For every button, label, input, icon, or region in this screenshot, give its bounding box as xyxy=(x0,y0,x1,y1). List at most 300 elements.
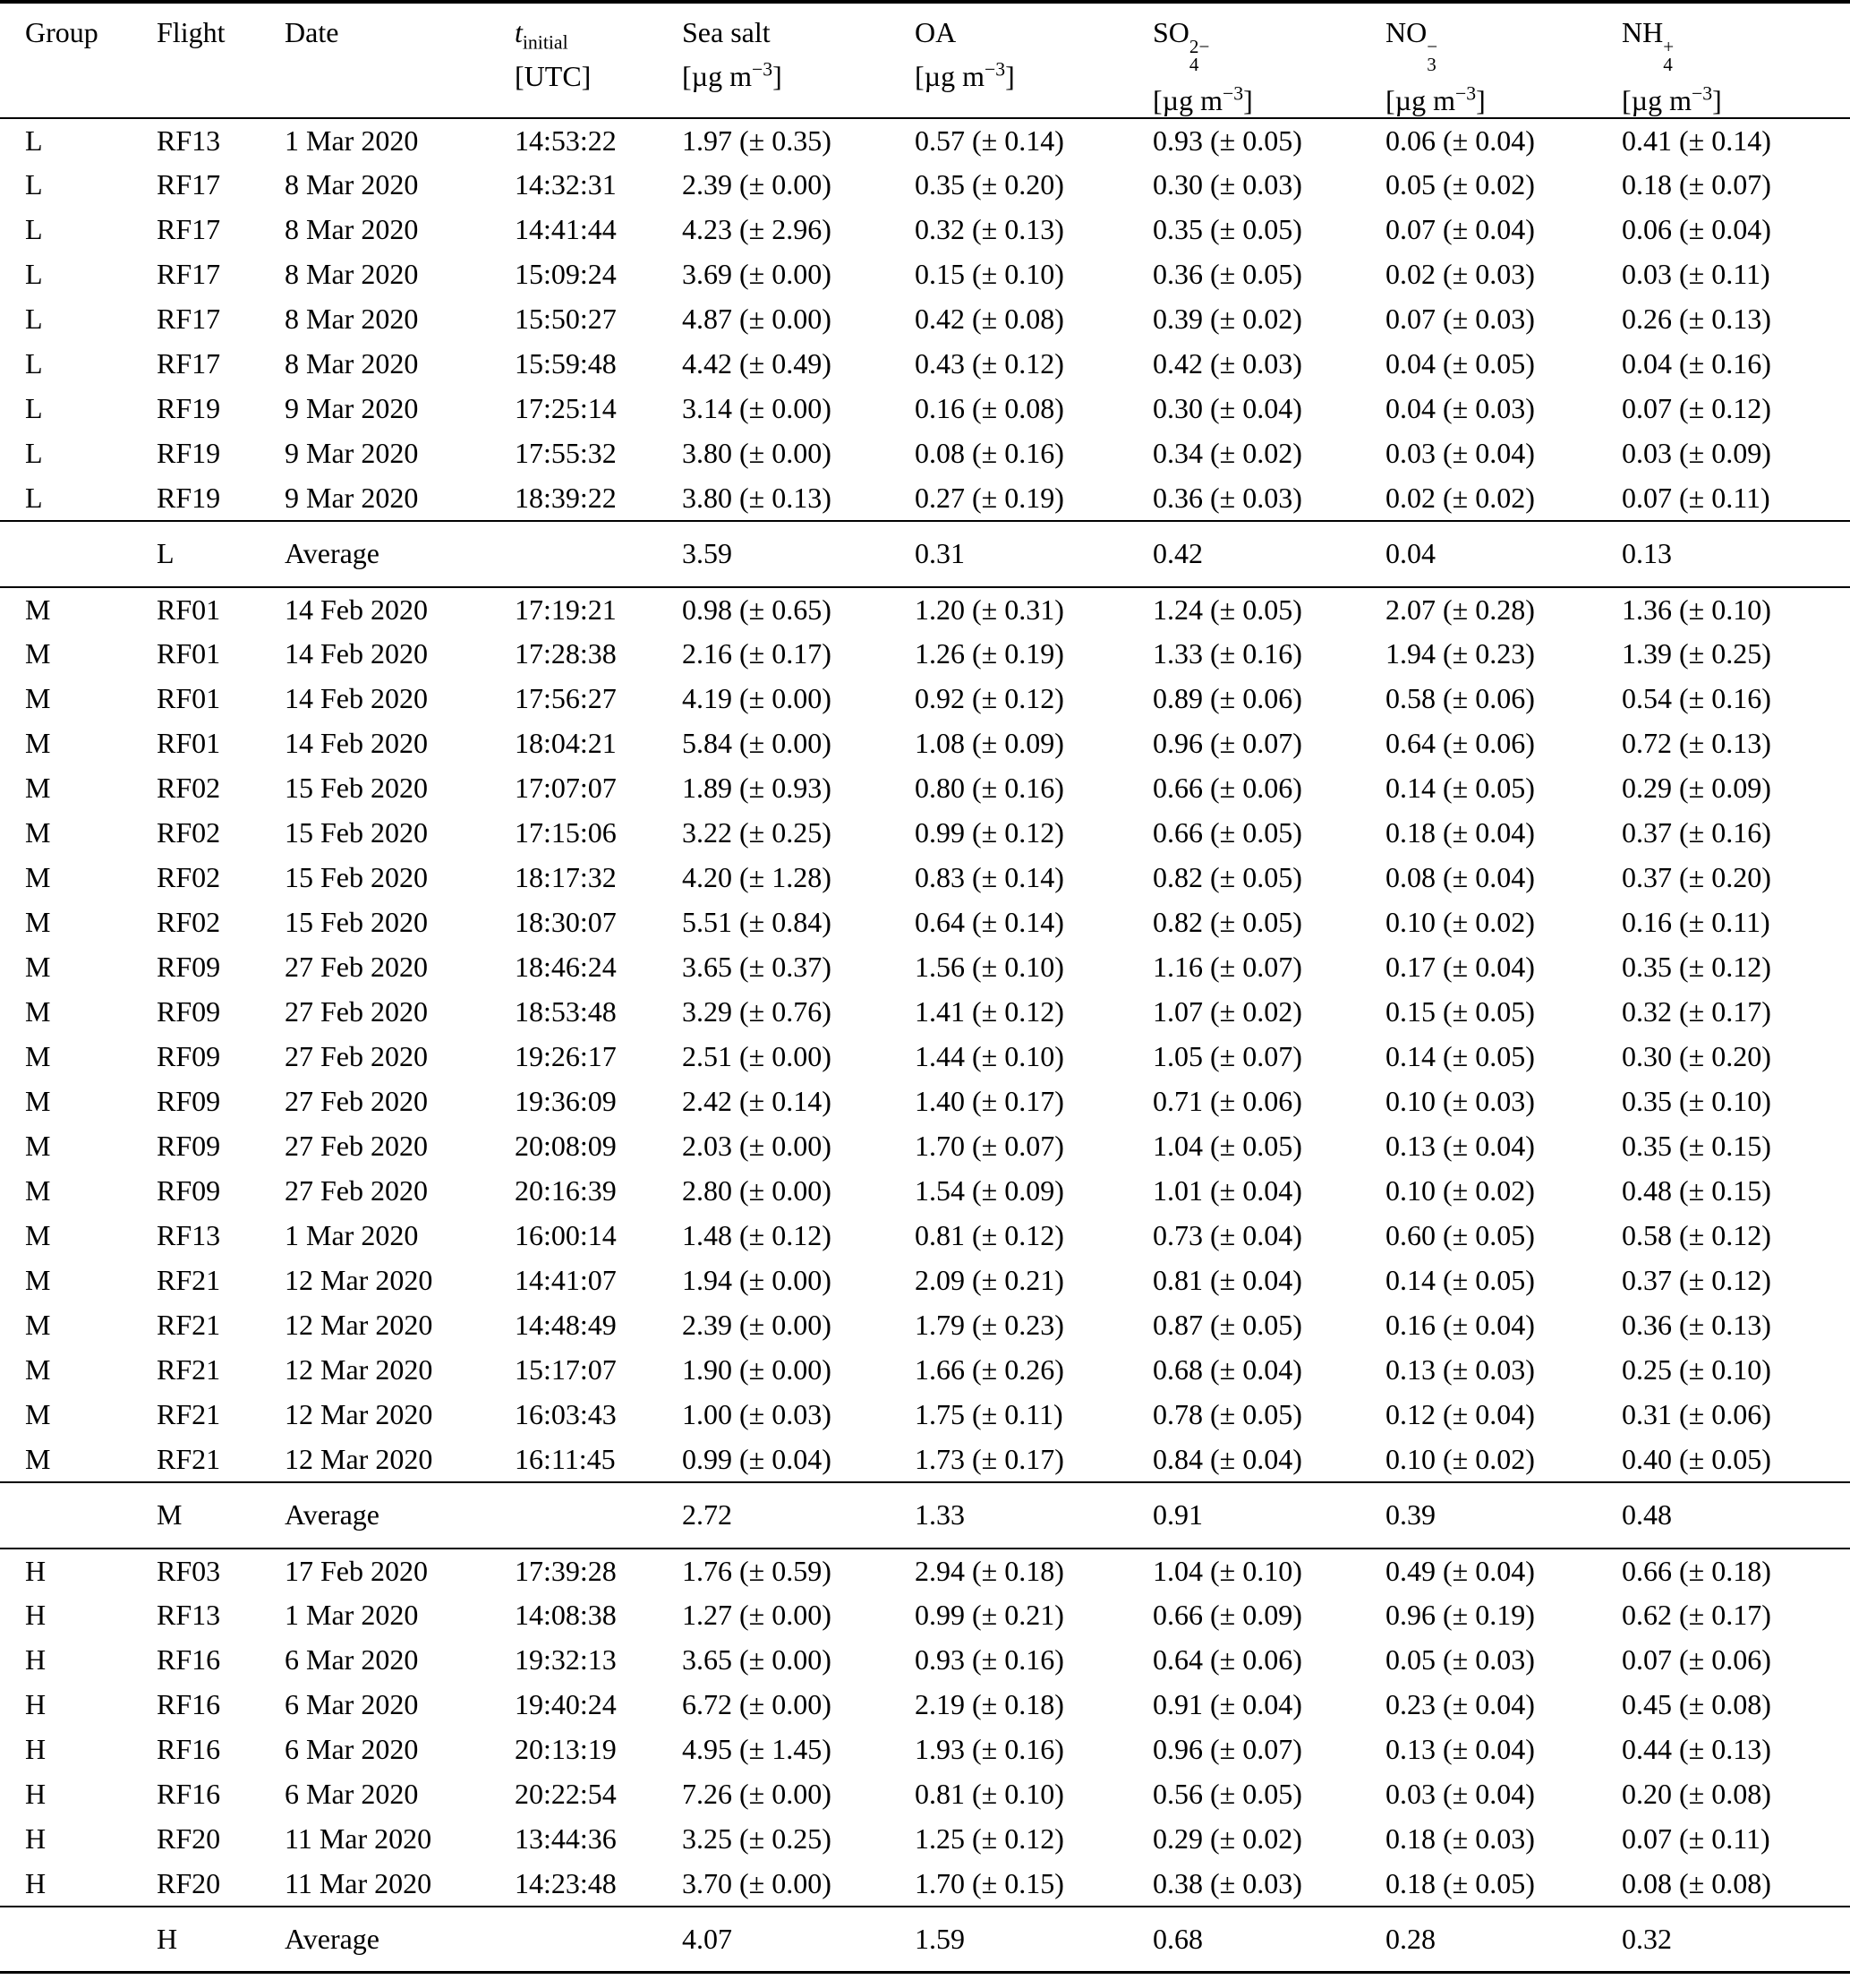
cell-sea_salt: 1.94 (± 0.00) xyxy=(682,1264,831,1297)
cell-so4: 0.87 (± 0.05) xyxy=(1153,1309,1302,1342)
cell-nh4: 0.07 (± 0.06) xyxy=(1622,1643,1771,1677)
table-row xyxy=(0,1214,1850,1258)
cell-nh4: 0.62 (± 0.17) xyxy=(1622,1599,1771,1632)
column-label xyxy=(682,16,915,49)
unit-bracket: ] xyxy=(1005,60,1015,92)
cell-no3: 0.60 (± 0.05) xyxy=(1385,1219,1535,1252)
cell-no3: 0.02 (± 0.03) xyxy=(1385,258,1535,291)
column-label xyxy=(1385,16,1622,73)
cell-flight: RF17 xyxy=(157,168,221,201)
column-label-text: Sea salt xyxy=(682,16,771,48)
table-row xyxy=(0,1258,1850,1303)
cell-so4: 0.84 (± 0.04) xyxy=(1153,1442,1302,1475)
cell-date: 15 Feb 2020 xyxy=(285,906,428,939)
cell-sea_salt: 2.03 (± 0.00) xyxy=(682,1130,831,1163)
cell-oa: 1.56 (± 0.10) xyxy=(915,951,1064,984)
cell-sea_salt: 4.95 (± 1.45) xyxy=(682,1733,831,1766)
cell-so4: 0.36 (± 0.03) xyxy=(1153,481,1302,514)
average-cell-oa: 0.31 xyxy=(915,521,1153,587)
cell-so4: 1.04 (± 0.10) xyxy=(1153,1554,1302,1587)
cell-oa: 1.75 (± 0.11) xyxy=(915,1398,1063,1431)
cell-date: 9 Mar 2020 xyxy=(285,392,419,425)
cell-date: 11 Mar 2020 xyxy=(285,1822,432,1856)
cell-date: 27 Feb 2020 xyxy=(285,995,428,1028)
cell-date: 14 Feb 2020 xyxy=(285,637,428,670)
table-row xyxy=(0,1035,1850,1079)
cell-flight: RF19 xyxy=(157,437,221,470)
column-label-subscript: initial xyxy=(522,31,568,54)
cell-so4: 0.78 (± 0.05) xyxy=(1153,1398,1302,1431)
cell-sea_salt: 1.90 (± 0.00) xyxy=(682,1353,831,1386)
ion-superscript: 2− xyxy=(1189,35,1210,57)
cell-nh4: 0.03 (± 0.09) xyxy=(1622,437,1771,470)
cell-so4: 1.33 (± 0.16) xyxy=(1153,637,1302,670)
cell-date: 1 Mar 2020 xyxy=(285,124,419,157)
unit-bracket: ] xyxy=(1243,83,1253,116)
cell-t_initial: 19:36:09 xyxy=(515,1085,617,1118)
cell-nh4: 0.36 (± 0.13) xyxy=(1622,1309,1771,1342)
cell-t_initial: 20:22:54 xyxy=(515,1778,617,1811)
cell-group: M xyxy=(25,593,51,626)
cell-no3: 0.18 (± 0.05) xyxy=(1385,1866,1535,1899)
cell-no3: 0.96 (± 0.19) xyxy=(1385,1599,1535,1632)
average-cell-nh4: 0.32 xyxy=(1622,1907,1850,1973)
cell-no3: 0.13 (± 0.04) xyxy=(1385,1130,1535,1163)
cell-group: M xyxy=(25,1174,51,1207)
cell-nh4: 1.39 (± 0.25) xyxy=(1622,637,1771,670)
cell-t_initial: 15:59:48 xyxy=(515,347,617,380)
average-cell-no3: 0.39 xyxy=(1385,1482,1622,1549)
cell-sea_salt: 0.99 (± 0.04) xyxy=(682,1442,831,1475)
table-row xyxy=(0,990,1850,1035)
cell-group: M xyxy=(25,1264,51,1297)
table-row xyxy=(0,1124,1850,1169)
unit-text: [µg m xyxy=(915,60,985,92)
table-row xyxy=(0,1638,1850,1683)
average-cell-flight: H xyxy=(157,1907,285,1973)
average-cell-group xyxy=(0,521,157,587)
cell-sea_salt: 1.00 (± 0.03) xyxy=(682,1398,831,1431)
column-header-no3 xyxy=(1385,2,1622,118)
column-header-flight xyxy=(157,2,285,118)
cell-group: L xyxy=(25,303,43,336)
cell-oa: 0.08 (± 0.16) xyxy=(915,437,1064,470)
cell-t_initial: 18:39:22 xyxy=(515,481,617,514)
ion-superscript: + xyxy=(1663,35,1675,57)
cell-nh4: 0.41 (± 0.14) xyxy=(1622,124,1771,157)
cell-flight: RF02 xyxy=(157,816,221,849)
cell-sea_salt: 0.98 (± 0.65) xyxy=(682,593,831,626)
table-row xyxy=(0,1079,1850,1124)
cell-no3: 0.14 (± 0.05) xyxy=(1385,1264,1535,1297)
average-cell-sea_salt: 2.72 xyxy=(682,1482,915,1549)
cell-t_initial: 14:32:31 xyxy=(515,168,617,201)
average-cell-so4: 0.68 xyxy=(1153,1907,1385,1973)
cell-date: 15 Feb 2020 xyxy=(285,816,428,849)
average-cell-date: Average xyxy=(285,521,515,587)
unit-text: [µg m xyxy=(1385,83,1455,116)
cell-oa: 1.66 (± 0.26) xyxy=(915,1353,1064,1386)
cell-date: 12 Mar 2020 xyxy=(285,1442,433,1475)
average-cell-so4: 0.91 xyxy=(1153,1482,1385,1549)
cell-group: M xyxy=(25,637,51,670)
cell-sea_salt: 2.80 (± 0.00) xyxy=(682,1174,831,1207)
cell-nh4: 1.36 (± 0.10) xyxy=(1622,593,1771,626)
cell-date: 8 Mar 2020 xyxy=(285,303,419,336)
cell-group: H xyxy=(25,1822,47,1856)
header-row xyxy=(0,2,1850,118)
cell-nh4: 0.44 (± 0.13) xyxy=(1622,1733,1771,1766)
cell-sea_salt: 6.72 (± 0.00) xyxy=(682,1688,831,1721)
table-row xyxy=(0,476,1850,521)
table-row xyxy=(0,387,1850,431)
cell-no3: 1.94 (± 0.23) xyxy=(1385,637,1535,670)
cell-nh4: 0.58 (± 0.12) xyxy=(1622,1219,1771,1252)
column-label-text: Flight xyxy=(157,16,226,48)
cell-nh4: 0.26 (± 0.13) xyxy=(1622,303,1771,336)
cell-flight: RF09 xyxy=(157,1174,221,1207)
cell-nh4: 0.37 (± 0.16) xyxy=(1622,816,1771,849)
cell-no3: 0.64 (± 0.06) xyxy=(1385,727,1535,760)
cell-so4: 0.82 (± 0.05) xyxy=(1153,861,1302,894)
cell-t_initial: 18:53:48 xyxy=(515,995,617,1028)
cell-oa: 1.20 (± 0.31) xyxy=(915,593,1064,626)
cell-group: L xyxy=(25,213,43,246)
cell-t_initial: 17:39:28 xyxy=(515,1554,617,1587)
average-cell-date: Average xyxy=(285,1907,515,1973)
table-row xyxy=(0,1393,1850,1438)
ion-charge-stack xyxy=(1663,35,1675,75)
cell-no3: 0.02 (± 0.02) xyxy=(1385,481,1535,514)
table-row xyxy=(0,900,1850,945)
cell-group: M xyxy=(25,772,51,805)
average-cell-sea_salt: 3.59 xyxy=(682,521,915,587)
average-cell-no3: 0.04 xyxy=(1385,521,1622,587)
cell-no3: 2.07 (± 0.28) xyxy=(1385,593,1535,626)
cell-sea_salt: 2.51 (± 0.00) xyxy=(682,1040,831,1073)
cell-no3: 0.18 (± 0.04) xyxy=(1385,816,1535,849)
cell-flight: RF03 xyxy=(157,1554,221,1587)
cell-t_initial: 13:44:36 xyxy=(515,1822,617,1856)
cell-sea_salt: 2.39 (± 0.00) xyxy=(682,1309,831,1342)
cell-t_initial: 14:41:44 xyxy=(515,213,617,246)
table-row xyxy=(0,1772,1850,1817)
cell-flight: RF17 xyxy=(157,347,221,380)
cell-date: 27 Feb 2020 xyxy=(285,1040,428,1073)
cell-no3: 0.14 (± 0.05) xyxy=(1385,772,1535,805)
cell-oa: 1.41 (± 0.12) xyxy=(915,995,1064,1028)
cell-t_initial: 20:08:09 xyxy=(515,1130,617,1163)
cell-oa: 0.99 (± 0.21) xyxy=(915,1599,1064,1632)
cell-so4: 0.30 (± 0.03) xyxy=(1153,168,1302,201)
column-unit xyxy=(515,60,682,93)
cell-no3: 0.04 (± 0.05) xyxy=(1385,347,1535,380)
column-unit xyxy=(1385,84,1622,117)
table-row xyxy=(0,721,1850,766)
cell-oa: 0.81 (± 0.12) xyxy=(915,1219,1064,1252)
cell-date: 12 Mar 2020 xyxy=(285,1309,433,1342)
column-label-text: NH xyxy=(1622,16,1664,48)
cell-sea_salt: 4.42 (± 0.49) xyxy=(682,347,831,380)
cell-no3: 0.12 (± 0.04) xyxy=(1385,1398,1535,1431)
unit-text: [UTC] xyxy=(515,60,592,92)
cell-oa: 0.43 (± 0.12) xyxy=(915,347,1064,380)
cell-oa: 2.09 (± 0.21) xyxy=(915,1264,1064,1297)
cell-no3: 0.18 (± 0.03) xyxy=(1385,1822,1535,1856)
cell-group: M xyxy=(25,1085,51,1118)
average-cell-group xyxy=(0,1907,157,1973)
cell-so4: 1.04 (± 0.05) xyxy=(1153,1130,1302,1163)
cell-t_initial: 14:48:49 xyxy=(515,1309,617,1342)
cell-so4: 0.93 (± 0.05) xyxy=(1153,124,1302,157)
cell-no3: 0.03 (± 0.04) xyxy=(1385,1778,1535,1811)
cell-date: 12 Mar 2020 xyxy=(285,1353,433,1386)
cell-no3: 0.14 (± 0.05) xyxy=(1385,1040,1535,1073)
cell-group: M xyxy=(25,682,51,715)
table-row xyxy=(0,1862,1850,1907)
cell-date: 11 Mar 2020 xyxy=(285,1866,432,1899)
average-cell-group xyxy=(0,1482,157,1549)
cell-no3: 0.58 (± 0.06) xyxy=(1385,682,1535,715)
cell-nh4: 0.06 (± 0.04) xyxy=(1622,213,1771,246)
cell-oa: 0.42 (± 0.08) xyxy=(915,303,1064,336)
cell-sea_salt: 5.84 (± 0.00) xyxy=(682,727,831,760)
cell-no3: 0.49 (± 0.04) xyxy=(1385,1554,1535,1587)
cell-date: 8 Mar 2020 xyxy=(285,347,419,380)
unit-exponent: −3 xyxy=(1691,82,1713,105)
cell-no3: 0.08 (± 0.04) xyxy=(1385,861,1535,894)
average-cell-oa: 1.59 xyxy=(915,1907,1153,1973)
cell-group: L xyxy=(25,258,43,291)
cell-group: M xyxy=(25,906,51,939)
table-body xyxy=(0,118,1850,1973)
cell-flight: RF16 xyxy=(157,1733,221,1766)
cell-nh4: 0.25 (± 0.10) xyxy=(1622,1353,1771,1386)
table-row xyxy=(0,1683,1850,1728)
cell-date: 14 Feb 2020 xyxy=(285,593,428,626)
ion-subscript: 4 xyxy=(1189,53,1199,75)
table-row xyxy=(0,1593,1850,1638)
cell-sea_salt: 3.65 (± 0.37) xyxy=(682,951,831,984)
cell-flight: RF20 xyxy=(157,1866,221,1899)
cell-nh4: 0.04 (± 0.16) xyxy=(1622,347,1771,380)
column-label xyxy=(157,16,285,49)
cell-flight: RF19 xyxy=(157,392,221,425)
cell-group: L xyxy=(25,347,43,380)
cell-t_initial: 17:56:27 xyxy=(515,682,617,715)
cell-no3: 0.07 (± 0.03) xyxy=(1385,303,1535,336)
cell-no3: 0.13 (± 0.03) xyxy=(1385,1353,1535,1386)
cell-so4: 0.30 (± 0.04) xyxy=(1153,392,1302,425)
cell-nh4: 0.20 (± 0.08) xyxy=(1622,1778,1771,1811)
cell-t_initial: 15:09:24 xyxy=(515,258,617,291)
cell-sea_salt: 3.69 (± 0.00) xyxy=(682,258,831,291)
cell-so4: 1.05 (± 0.07) xyxy=(1153,1040,1302,1073)
cell-oa: 0.16 (± 0.08) xyxy=(915,392,1064,425)
cell-sea_salt: 4.20 (± 1.28) xyxy=(682,861,831,894)
cell-no3: 0.06 (± 0.04) xyxy=(1385,124,1535,157)
cell-flight: RF09 xyxy=(157,951,221,984)
cell-oa: 1.44 (± 0.10) xyxy=(915,1040,1064,1073)
average-cell-so4: 0.42 xyxy=(1153,521,1385,587)
cell-date: 27 Feb 2020 xyxy=(285,1130,428,1163)
average-cell-flight: M xyxy=(157,1482,285,1549)
table-row xyxy=(0,632,1850,677)
cell-t_initial: 19:26:17 xyxy=(515,1040,617,1073)
cell-date: 1 Mar 2020 xyxy=(285,1219,419,1252)
cell-oa: 0.99 (± 0.12) xyxy=(915,816,1064,849)
cell-sea_salt: 2.16 (± 0.17) xyxy=(682,637,831,670)
cell-flight: RF01 xyxy=(157,593,221,626)
unit-exponent: −3 xyxy=(984,58,1006,81)
cell-t_initial: 17:07:07 xyxy=(515,772,617,805)
cell-nh4: 0.31 (± 0.06) xyxy=(1622,1398,1771,1431)
cell-t_initial: 19:32:13 xyxy=(515,1643,617,1677)
cell-so4: 0.66 (± 0.09) xyxy=(1153,1599,1302,1632)
cell-so4: 0.73 (± 0.04) xyxy=(1153,1219,1302,1252)
cell-date: 6 Mar 2020 xyxy=(285,1778,419,1811)
cell-group: M xyxy=(25,727,51,760)
cell-group: H xyxy=(25,1778,47,1811)
cell-sea_salt: 1.76 (± 0.59) xyxy=(682,1554,831,1587)
table-row xyxy=(0,342,1850,387)
cell-group: L xyxy=(25,392,43,425)
table-row xyxy=(0,587,1850,632)
cell-group: M xyxy=(25,1398,51,1431)
column-label-text: Date xyxy=(285,16,339,48)
cell-group: M xyxy=(25,816,51,849)
cell-no3: 0.07 (± 0.04) xyxy=(1385,213,1535,246)
table-header xyxy=(0,2,1850,118)
cell-date: 27 Feb 2020 xyxy=(285,951,428,984)
column-unit xyxy=(682,60,915,93)
cell-nh4: 0.30 (± 0.20) xyxy=(1622,1040,1771,1073)
unit-text: [µg m xyxy=(1153,83,1223,116)
cell-date: 14 Feb 2020 xyxy=(285,682,428,715)
table-row xyxy=(0,252,1850,297)
cell-oa: 0.32 (± 0.13) xyxy=(915,213,1064,246)
cell-flight: RF13 xyxy=(157,1599,221,1632)
cell-so4: 0.64 (± 0.06) xyxy=(1153,1643,1302,1677)
cell-no3: 0.10 (± 0.02) xyxy=(1385,1442,1535,1475)
cell-flight: RF01 xyxy=(157,682,221,715)
cell-flight: RF17 xyxy=(157,303,221,336)
ion-subscript: 3 xyxy=(1427,53,1437,75)
cell-flight: RF02 xyxy=(157,861,221,894)
cell-date: 15 Feb 2020 xyxy=(285,861,428,894)
table-row xyxy=(0,1348,1850,1393)
cell-date: 6 Mar 2020 xyxy=(285,1733,419,1766)
cell-so4: 1.07 (± 0.02) xyxy=(1153,995,1302,1028)
cell-nh4: 0.08 (± 0.08) xyxy=(1622,1866,1771,1899)
table-row xyxy=(0,1438,1850,1482)
cell-date: 27 Feb 2020 xyxy=(285,1174,428,1207)
cell-t_initial: 17:19:21 xyxy=(515,593,617,626)
cell-t_initial: 17:15:06 xyxy=(515,816,617,849)
cell-date: 9 Mar 2020 xyxy=(285,437,419,470)
cell-so4: 0.29 (± 0.02) xyxy=(1153,1822,1302,1856)
ion-superscript: − xyxy=(1427,35,1438,57)
unit-bracket: ] xyxy=(1712,83,1722,116)
cell-date: 17 Feb 2020 xyxy=(285,1554,428,1587)
average-cell-no3: 0.28 xyxy=(1385,1907,1622,1973)
cell-group: M xyxy=(25,1130,51,1163)
cell-group: M xyxy=(25,1040,51,1073)
cell-nh4: 0.18 (± 0.07) xyxy=(1622,168,1771,201)
cell-group: M xyxy=(25,1353,51,1386)
cell-t_initial: 18:30:07 xyxy=(515,906,617,939)
cell-t_initial: 14:08:38 xyxy=(515,1599,617,1632)
cell-nh4: 0.35 (± 0.12) xyxy=(1622,951,1771,984)
table-row xyxy=(0,945,1850,990)
cell-nh4: 0.72 (± 0.13) xyxy=(1622,727,1771,760)
unit-exponent: −3 xyxy=(751,58,773,81)
cell-t_initial: 14:23:48 xyxy=(515,1866,617,1899)
column-header-oa xyxy=(915,2,1153,118)
cell-sea_salt: 3.80 (± 0.13) xyxy=(682,481,831,514)
column-label-text: NO xyxy=(1385,16,1428,48)
table-row xyxy=(0,1549,1850,1593)
cell-sea_salt: 3.70 (± 0.00) xyxy=(682,1866,831,1899)
cell-flight: RF21 xyxy=(157,1264,221,1297)
cell-no3: 0.16 (± 0.04) xyxy=(1385,1309,1535,1342)
column-label xyxy=(1622,16,1850,73)
cell-so4: 1.16 (± 0.07) xyxy=(1153,951,1302,984)
table-row xyxy=(0,677,1850,721)
cell-oa: 1.73 (± 0.17) xyxy=(915,1442,1064,1475)
cell-sea_salt: 4.87 (± 0.00) xyxy=(682,303,831,336)
cell-no3: 0.03 (± 0.04) xyxy=(1385,437,1535,470)
cell-group: H xyxy=(25,1643,47,1677)
cell-flight: RF02 xyxy=(157,772,221,805)
average-cell-t_initial xyxy=(515,1907,682,1973)
cell-oa: 1.08 (± 0.09) xyxy=(915,727,1064,760)
cell-t_initial: 20:13:19 xyxy=(515,1733,617,1766)
cell-oa: 0.92 (± 0.12) xyxy=(915,682,1064,715)
cell-t_initial: 15:17:07 xyxy=(515,1353,617,1386)
cell-flight: RF09 xyxy=(157,1130,221,1163)
cell-t_initial: 16:11:45 xyxy=(515,1442,616,1475)
cell-group: L xyxy=(25,481,43,514)
table-row xyxy=(0,1817,1850,1862)
cell-sea_salt: 1.48 (± 0.12) xyxy=(682,1219,831,1252)
average-cell-oa: 1.33 xyxy=(915,1482,1153,1549)
cell-so4: 0.71 (± 0.06) xyxy=(1153,1085,1302,1118)
cell-nh4: 0.29 (± 0.09) xyxy=(1622,772,1771,805)
cell-oa: 1.25 (± 0.12) xyxy=(915,1822,1064,1856)
cell-so4: 0.66 (± 0.06) xyxy=(1153,772,1302,805)
cell-t_initial: 20:16:39 xyxy=(515,1174,617,1207)
cell-sea_salt: 3.14 (± 0.00) xyxy=(682,392,831,425)
cell-flight: RF17 xyxy=(157,213,221,246)
cell-t_initial: 16:00:14 xyxy=(515,1219,617,1252)
cell-oa: 2.94 (± 0.18) xyxy=(915,1554,1064,1587)
cell-group: H xyxy=(25,1688,47,1721)
cell-sea_salt: 3.80 (± 0.00) xyxy=(682,437,831,470)
cell-oa: 0.80 (± 0.16) xyxy=(915,772,1064,805)
cell-sea_salt: 2.42 (± 0.14) xyxy=(682,1085,831,1118)
cell-oa: 0.27 (± 0.19) xyxy=(915,481,1064,514)
cell-no3: 0.04 (± 0.03) xyxy=(1385,392,1535,425)
average-cell-nh4: 0.13 xyxy=(1622,521,1850,587)
cell-t_initial: 15:50:27 xyxy=(515,303,617,336)
cell-date: 8 Mar 2020 xyxy=(285,213,419,246)
column-label xyxy=(515,16,682,54)
unit-exponent: −3 xyxy=(1222,82,1244,105)
cell-no3: 0.10 (± 0.02) xyxy=(1385,906,1535,939)
average-row xyxy=(0,1482,1850,1549)
cell-group: M xyxy=(25,1442,51,1475)
